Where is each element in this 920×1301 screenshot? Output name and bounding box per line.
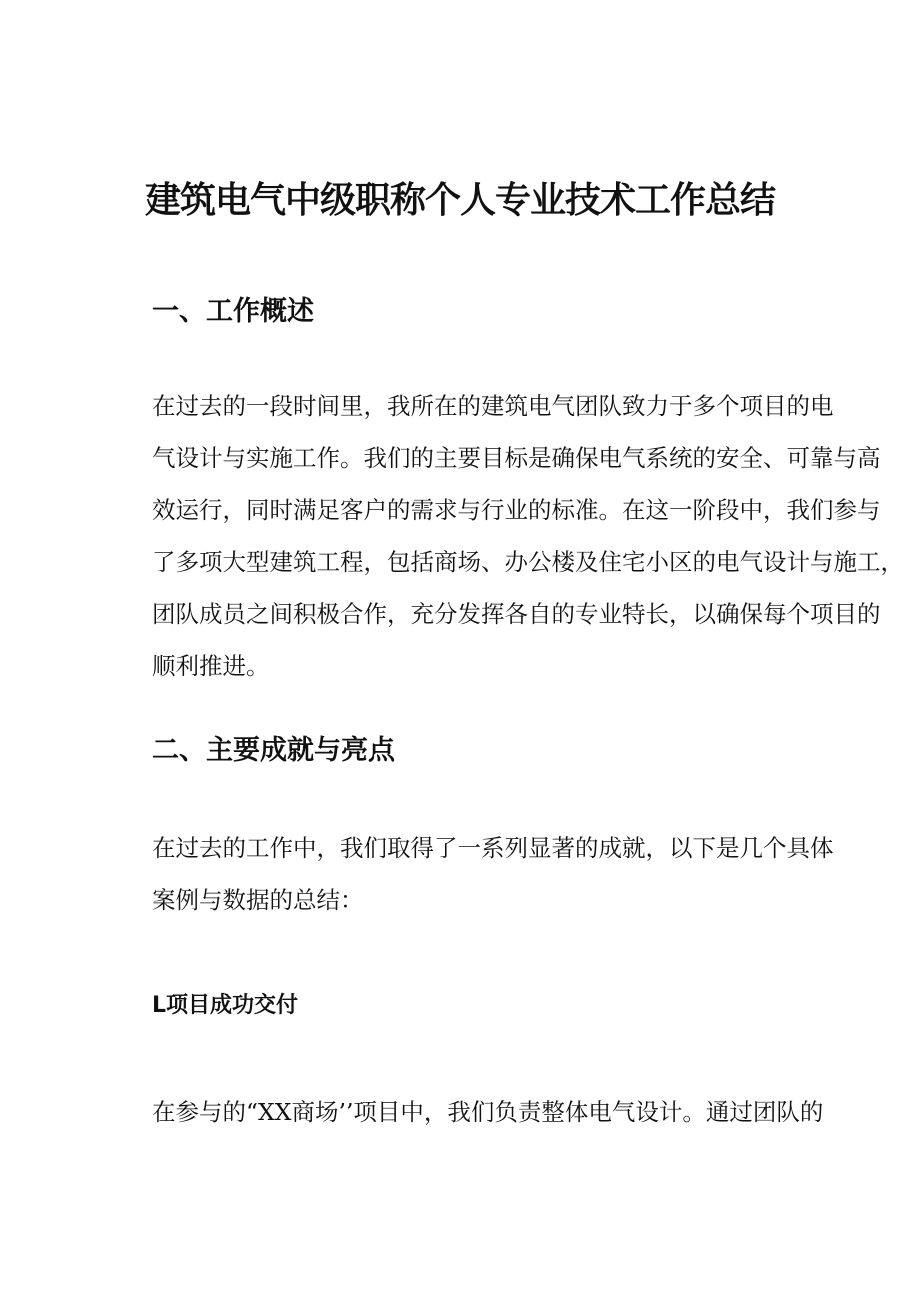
paragraph-line: 在参与的“XX商场’’项目中，我们负责整体电气设计。通过团队的 <box>152 1098 824 1126</box>
section-heading-overview: 一、工作概述 <box>152 296 314 327</box>
paragraph-line: 效运行，同时满足客户的需求与行业的标准。在这一阶段中，我们参与 <box>152 496 881 524</box>
section-achievements-paragraph <box>152 822 834 926</box>
paragraph-line: 在过去的工作中，我们取得了一系列显著的成就，以下是几个具体 <box>152 834 834 862</box>
paragraph-line: 顺利推进。 <box>152 652 270 680</box>
paragraph-line: 案例与数据的总结： <box>152 886 364 914</box>
section-overview-paragraph <box>152 380 904 692</box>
subsection-delivery-paragraph <box>152 1086 824 1138</box>
subsection-heading-delivery: L项目成功交付 <box>152 993 299 1018</box>
paragraph-line: 团队成员之间积极合作，充分发挥各自的专业特长，以确保每个项目的 <box>152 600 881 628</box>
section-heading-achievements: 二、主要成就与亮点 <box>152 735 395 766</box>
paragraph-line: 气设计与实施工作。我们的主要目标是确保电气系统的安全、可靠与高 <box>152 444 881 472</box>
paragraph-line: 在过去的一段时间里，我所在的建筑电气团队致力于多个项目的电 <box>152 392 834 420</box>
paragraph-line: 了多项大型建筑工程，包括商场、办公楼及住宅小区的电气设计与施工， <box>152 548 904 576</box>
document-title: 建筑电气中级职称个人专业技术工作总结 <box>144 180 775 221</box>
